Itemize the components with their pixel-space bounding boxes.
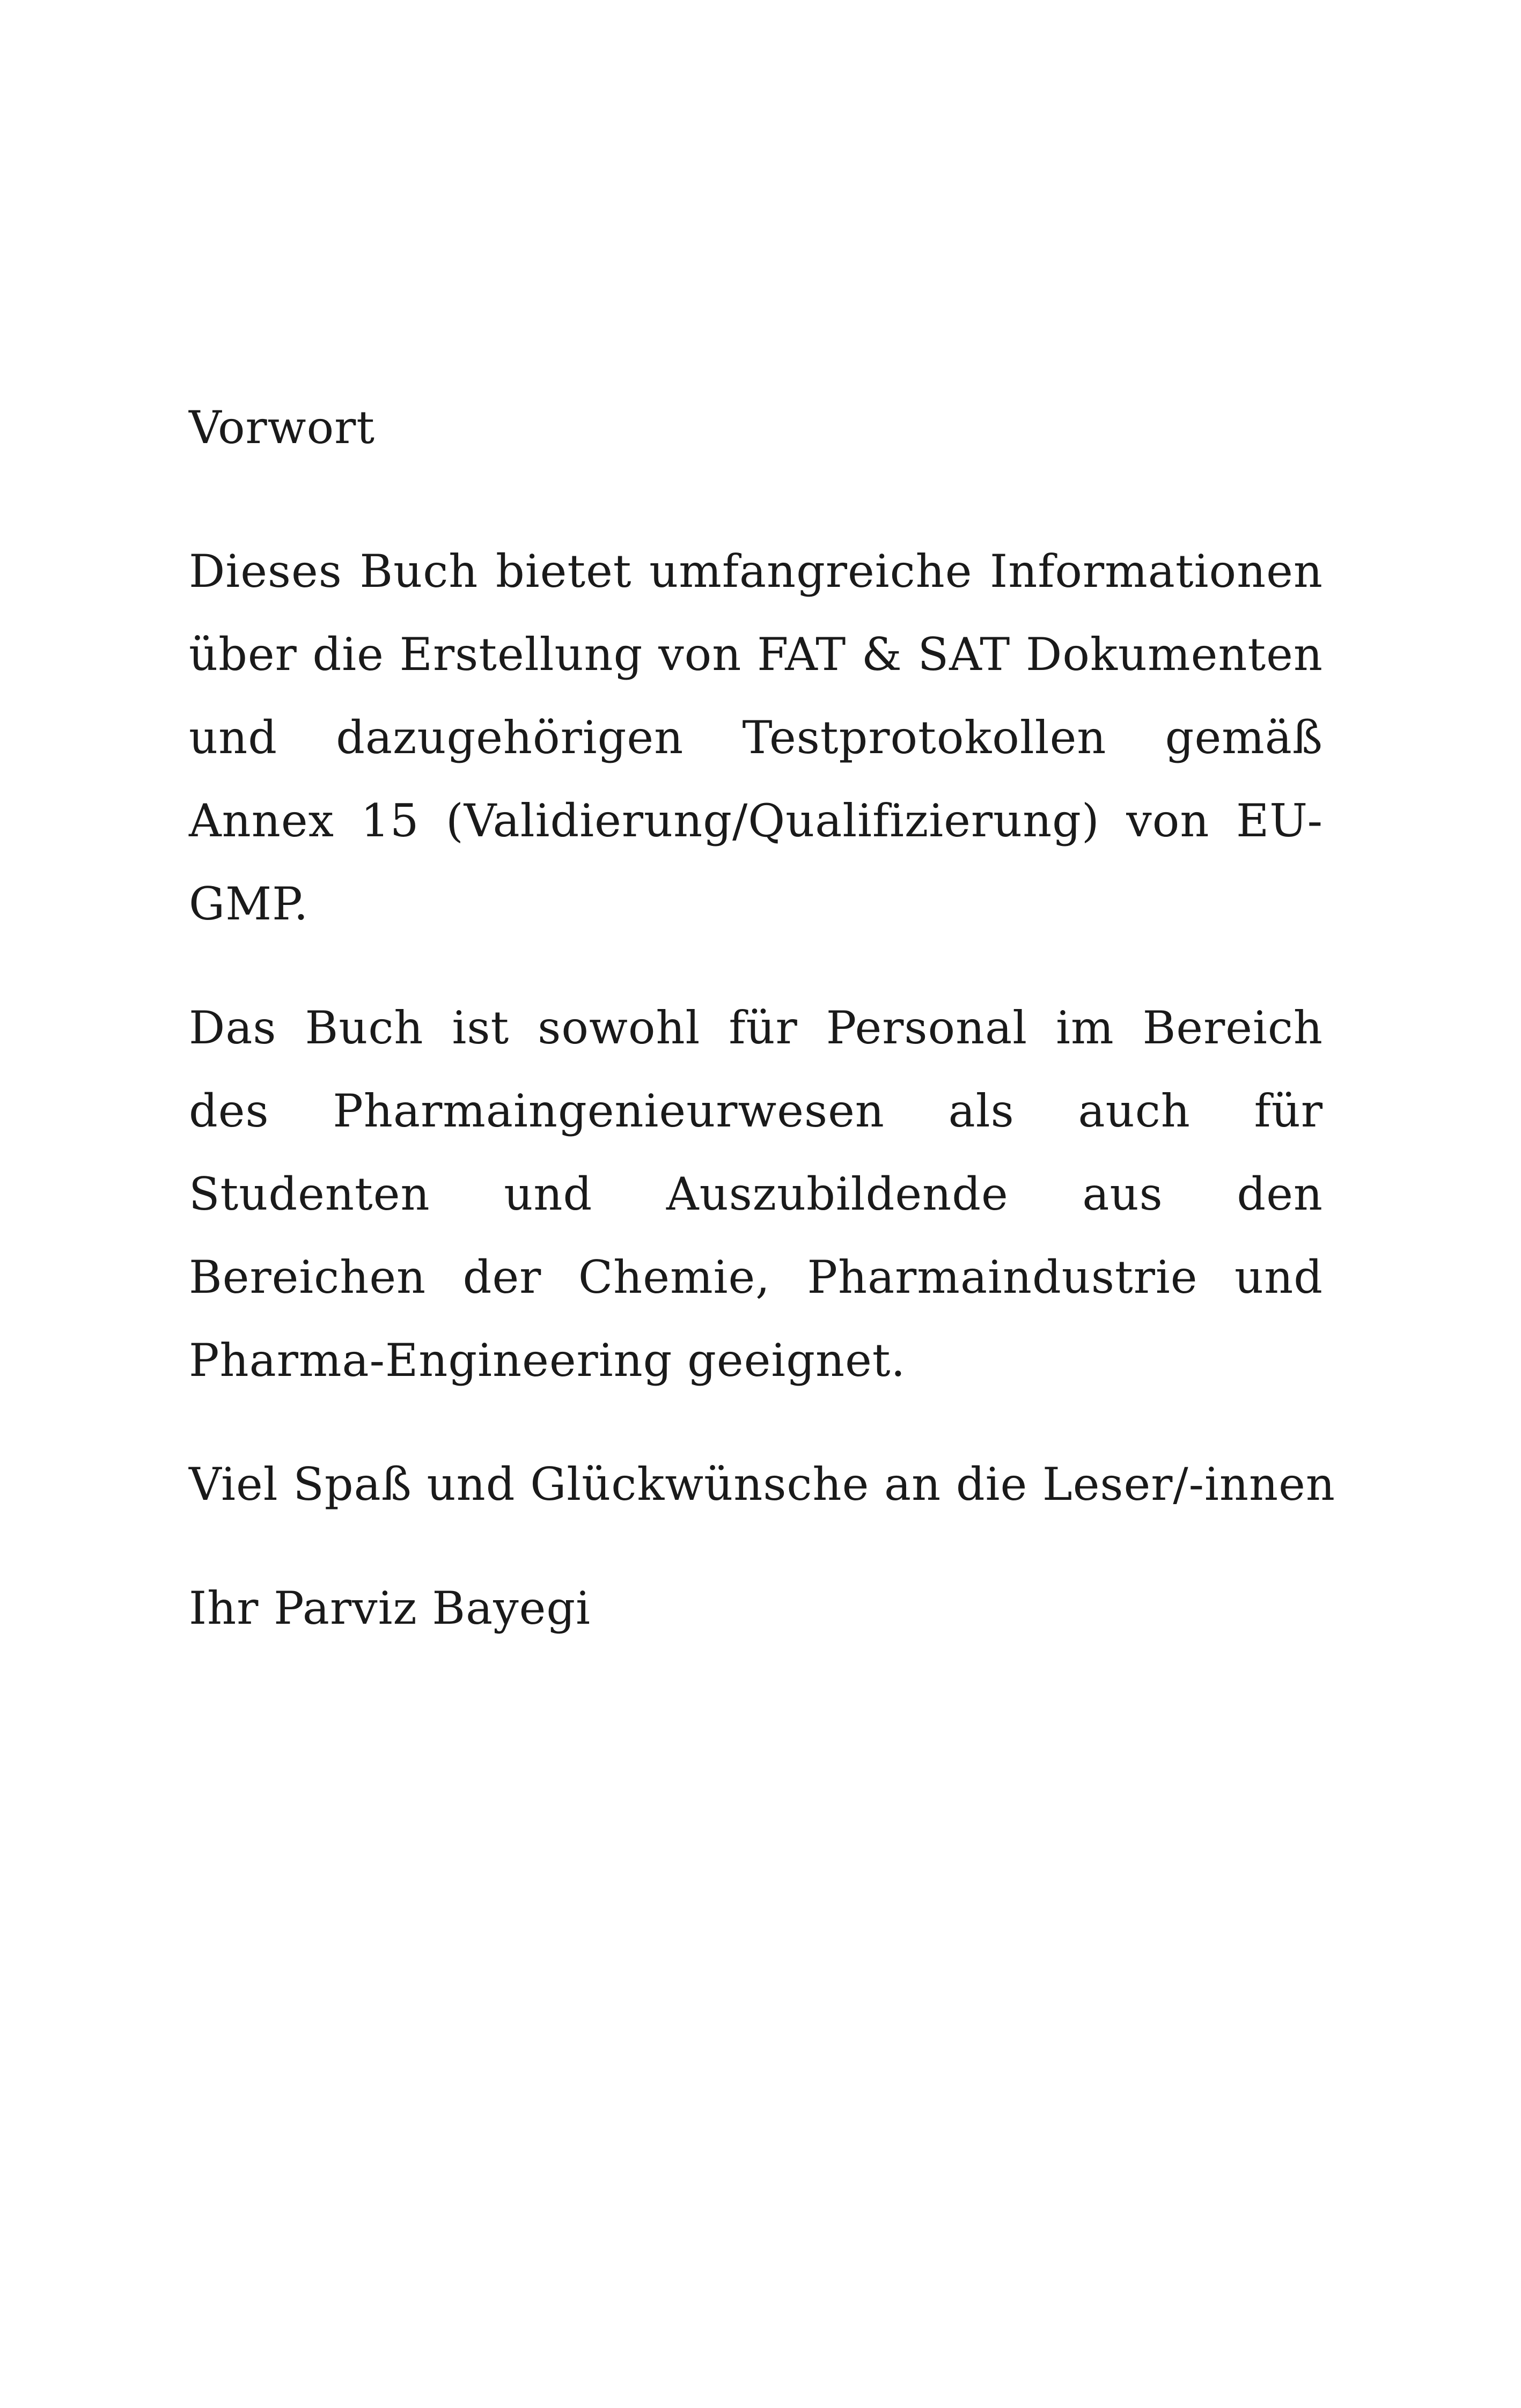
foreword-text-block xyxy=(189,386,1335,1691)
audience-paragraph: Das Buch ist sowohl für Personal im Bereich des Pharmaingenieurwesen als auch für Studenten und Auszubildende aus den Bereichen der Chemie, Pharmaindustrie und Pharma-Engineering geeignet. xyxy=(189,1002,1323,1387)
intro-paragraph: Dieses Buch bietet umfangreiche Informationen über die Erstellung von FAT & SAT Dokumenten und dazugehörigen Testprotokollen gemäß Annex 15 (Validierung/Qualifizierung) von EU-GMP. xyxy=(189,545,1323,930)
page-title: Vorwort xyxy=(189,401,376,454)
author-signature: Ihr Parviz Bayegi xyxy=(189,1582,591,1634)
closing-line: Viel Spaß und Glückwünsche an die Leser/-innen xyxy=(189,1458,1335,1511)
